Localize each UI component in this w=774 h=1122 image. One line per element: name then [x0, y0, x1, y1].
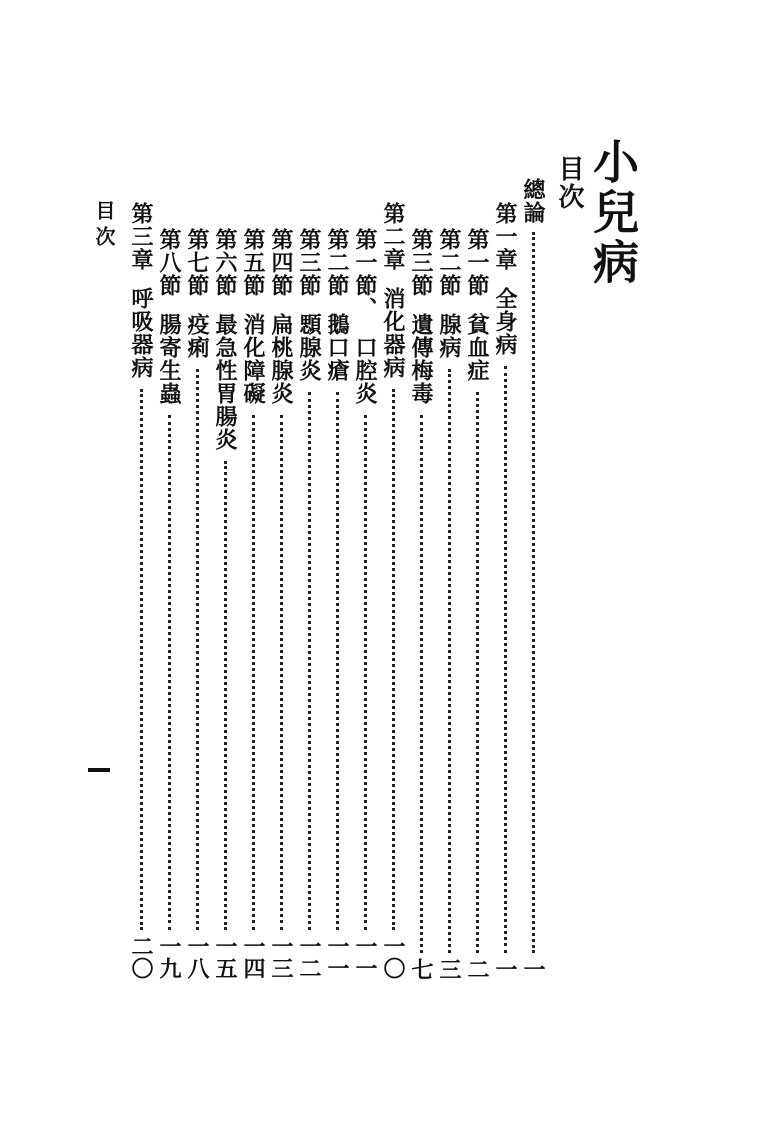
toc-entry-title: 全身病 — [492, 287, 518, 356]
toc-entry-label: 第三節 — [408, 228, 434, 297]
toc-entry-label: 總論 — [520, 178, 546, 224]
book-title: 小兒病 — [586, 138, 640, 288]
toc-entry — [382, 202, 404, 379]
toc-entry-page: 一八 — [184, 935, 210, 979]
toc-entry-page: 一二 — [296, 935, 322, 979]
toc-entry-label: 第五節 — [240, 228, 266, 297]
toc-leader-dots — [504, 366, 507, 953]
toc-leader-dots — [364, 415, 367, 930]
toc-entry-title: 口腔炎 — [352, 336, 378, 405]
toc-entry-page: 二 — [464, 958, 490, 980]
toc-entry-label: 第三章 — [128, 202, 154, 271]
toc-entry-title: 呼吸器病 — [128, 287, 154, 379]
toc-entry-page: 一一 — [324, 935, 350, 979]
toc-entry-label: 第三節 — [296, 228, 322, 297]
toc-entry-title: 最急性胃腸炎 — [212, 313, 238, 451]
toc-leader-dots — [392, 389, 395, 930]
toc-entry — [270, 228, 292, 405]
toc-entry — [214, 228, 236, 451]
toc-entry-page: 一五 — [212, 935, 238, 979]
toc-entry-label: 第四節 — [268, 228, 294, 297]
toc-leader-dots — [168, 415, 171, 930]
toc-entry-title: 扁桃腺炎 — [268, 313, 294, 405]
toc-entry-label: 第一節 — [464, 228, 490, 297]
toc-leader-dots — [476, 392, 479, 953]
toc-entry-label: 第六節 — [212, 228, 238, 297]
toc-entry-label: 第二章 — [380, 202, 406, 271]
toc-entry — [354, 228, 376, 405]
toc-entry-page: 一〇 — [380, 935, 406, 979]
toc-leader-dots — [420, 415, 423, 953]
toc-entry — [326, 228, 348, 382]
toc-leader-dots — [252, 415, 255, 930]
toc-entry-page: 一 — [520, 958, 546, 980]
toc-entry — [158, 228, 180, 405]
toc-entry-label: 第二節 — [324, 228, 350, 297]
folio-page-number — [88, 768, 110, 772]
toc-entry-page: 一九 — [156, 935, 182, 979]
toc-entry — [438, 228, 460, 359]
toc-entry — [522, 178, 544, 224]
toc-leader-dots — [448, 369, 451, 953]
toc-leader-dots — [140, 389, 143, 930]
toc-entry-page: 一一 — [352, 935, 378, 979]
toc-entry — [494, 202, 516, 356]
toc-entry-label: 第一節、 — [352, 228, 378, 320]
toc-heading: 目次 — [554, 155, 584, 211]
toc-entry-title: 貧血症 — [464, 313, 490, 382]
toc-entry-page: 三 — [436, 958, 462, 980]
toc-leader-dots — [196, 369, 199, 930]
toc-entry-title: 消化障礙 — [240, 313, 266, 405]
toc-leader-dots — [308, 392, 311, 930]
toc-entry-label: 第二節 — [436, 228, 462, 297]
toc-entry-title: 消化器病 — [380, 287, 406, 379]
toc-entry — [130, 202, 152, 379]
toc-entry-title: 顋腺炎 — [296, 313, 322, 382]
toc-entry — [298, 228, 320, 382]
toc-entry — [466, 228, 488, 382]
toc-entry-label: 第八節 — [156, 228, 182, 297]
toc-entry-title: 遺傳梅毒 — [408, 313, 434, 405]
toc-entry-title: 疫痢 — [184, 313, 210, 359]
toc-entry-label: 第一章 — [492, 202, 518, 271]
toc-entry-page: 一四 — [240, 935, 266, 979]
toc-leader-dots — [532, 232, 535, 953]
toc-entry — [410, 228, 432, 405]
toc-leader-dots — [336, 392, 339, 930]
toc-leader-dots — [224, 461, 227, 930]
toc-entry-label: 第七節 — [184, 228, 210, 297]
toc-entry — [242, 228, 264, 405]
toc-entry-title: 鵝口瘡 — [324, 313, 350, 382]
toc-entry-title: 腸寄生蟲 — [156, 313, 182, 405]
toc-entry-page: 一 — [492, 958, 518, 980]
toc-entry-page: 七 — [408, 958, 434, 980]
toc-entry-page: 二〇 — [128, 935, 154, 979]
toc-entry — [186, 228, 208, 359]
toc-entry-title: 腺病 — [436, 313, 462, 359]
toc-entry-page: 一三 — [268, 935, 294, 979]
toc-leader-dots — [280, 415, 283, 930]
running-head: 目次 — [92, 200, 116, 252]
